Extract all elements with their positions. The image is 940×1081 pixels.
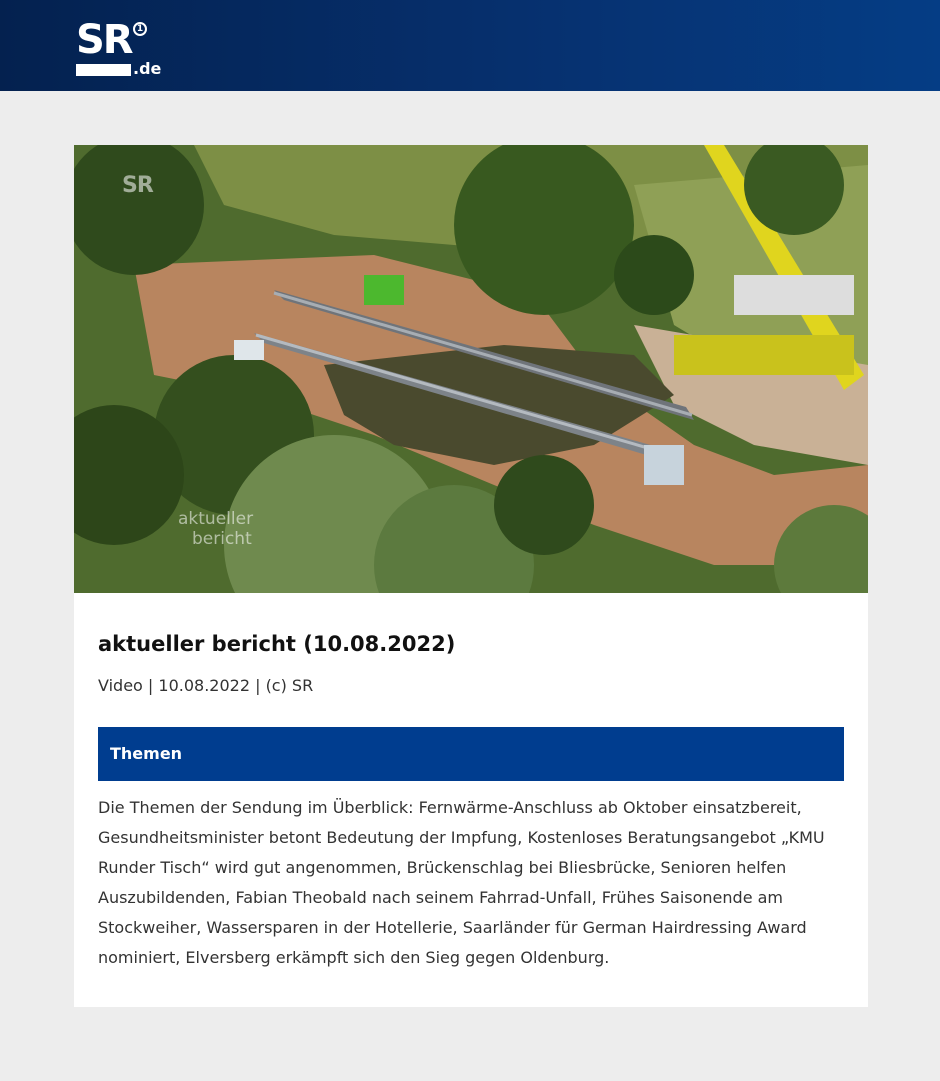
video-thumbnail[interactable] [74, 145, 868, 593]
article-meta: Video | 10.08.2022 | (c) SR [98, 676, 314, 695]
sr-logo[interactable] [76, 17, 166, 82]
logo-text: SR [76, 17, 132, 63]
show-watermark-line2: bericht [192, 529, 252, 549]
sr-watermark: SR [122, 173, 153, 198]
article-card [74, 145, 868, 1007]
article-description: Die Themen der Sendung im Überblick: Fernwärme-Anschluss ab Oktober einsatzbereit, Gesundheitsminister betont Bedeutung der Impfung, Kostenloses Beratungsangebot „KMU Runder Tisch“ wird gut angenommen, Brückenschlag bei Bliesbrücke, Senioren helfen Auszubildenden, Fabian Theobald nach seinem Fahrrad-Unfall, Frühes Saisonende am Stockweiher, Wassersparen in der Hotellerie, Saarländer für German Hairdressing Award nominiert, Elversberg erkämpft sich den Sieg gegen Oldenburg. [98, 798, 825, 967]
ard-badge-icon: 1 [133, 22, 147, 36]
site-header [0, 0, 940, 91]
topics-heading: Themen [98, 727, 844, 781]
show-watermark [178, 509, 253, 549]
show-watermark-line1: aktueller [178, 509, 254, 529]
article-title: aktueller bericht (10.08.2022) [98, 632, 456, 656]
logo-suffix: .de [133, 59, 162, 78]
logo-bar [76, 64, 131, 76]
